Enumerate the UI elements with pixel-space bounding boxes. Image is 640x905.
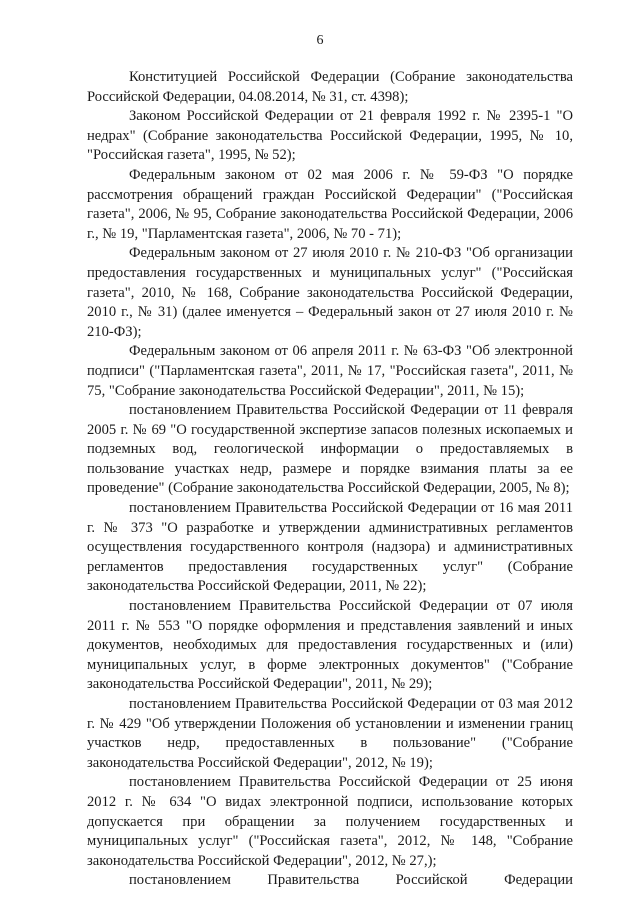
paragraph-resolution-continued: постановлением Правительства Российской Федерации <box>129 872 573 889</box>
paragraph-resolution-634: постановлением Правительства Российской Федерации от 25 июня 2012 г. № 634 "О видах электронной подписи, использование которых допускается при обращении за получением государственных и муниципальных услуг" ("Российская газета", 2012, № 148, "Собрание законодательства Российской Федерации", 2012, № 27,); <box>87 774 573 869</box>
paragraph-constitution: Конституцией Российской Федерации (Собрание законодательства Российской Федерации, 04.08.2014, № 31, ст. 4398); <box>87 69 573 105</box>
paragraph-resolution-553: постановлением Правительства Российской Федерации от 07 июля 2011 г. № 553 "О порядке оформления и представления заявлений и иных документов, необходимых для предоставления государственных и (или) муниципальных услуг, в форме электронных документов" ("Собрание законодательства Российской Федерации", 2011, № 29); <box>87 598 573 693</box>
document-body <box>87 68 573 891</box>
paragraph-law-on-subsoil: Законом Российской Федерации от 21 февраля 1992 г. № 2395-1 "О недрах" (Собрание законодательства Российской Федерации, 1995, № 10, "Российская газета", 1995, № 52); <box>87 108 573 164</box>
paragraph-law-63-fz: Федеральным законом от 06 апреля 2011 г. № 63-ФЗ "Об электронной подписи" ("Парламентская газета", 2011, № 17, "Российская газета", 2011, № 75, "Собрание законодательства Российской Федерации", 2011, № 15); <box>87 343 573 399</box>
paragraph-resolution-373: постановлением Правительства Российской Федерации от 16 мая 2011 г. № 373 "О разработке и утверждении административных регламентов осуществления государственного контроля (надзора) и административных регламентов предоставления государственных услуг" (Собрание законодательства Российской Федерации, 2011, № 22); <box>87 500 573 595</box>
page-number: 6 <box>316 33 324 48</box>
paragraph-law-59-fz: Федеральным законом от 02 мая 2006 г. № 59-ФЗ "О порядке рассмотрения обращений граждан Российской Федерации" ("Российская газета", 2006, № 95, Собрание законодательства Российской Федерации, 2006 г., № 19, "Парламентская газета", 2006, № 70 - 71); <box>87 166 573 242</box>
paragraph-resolution-429: постановлением Правительства Российской Федерации от 03 мая 2012 г. № 429 "Об утверждении Положения об установлении и изменении границ участков недр, предоставленных в пользование" ("Собрание законодательства Российской Федерации", 2012, № 19); <box>87 696 573 771</box>
paragraph-resolution-69: постановлением Правительства Российской Федерации от 11 февраля 2005 г. № 69 "О государственной экспертизе запасов полезных ископаемых и подземных вод, геологической информации о предоставляемых в пользование участках недр, размере и порядке взимания платы за ее проведение" (Собрание законодательства Российской Федерации, 2005, № 8); <box>87 402 573 497</box>
paragraph-law-210-fz: Федеральным законом от 27 июля 2010 г. № 210-ФЗ "Об организации предоставления государственных и муниципальных услуг" ("Российская газета", 2010, № 168, Собрание законодательства Российской Федерации, 2010 г., № 31) (далее именуется – Федеральный закон от 27 июля 2010 г. № 210-ФЗ); <box>87 245 573 340</box>
